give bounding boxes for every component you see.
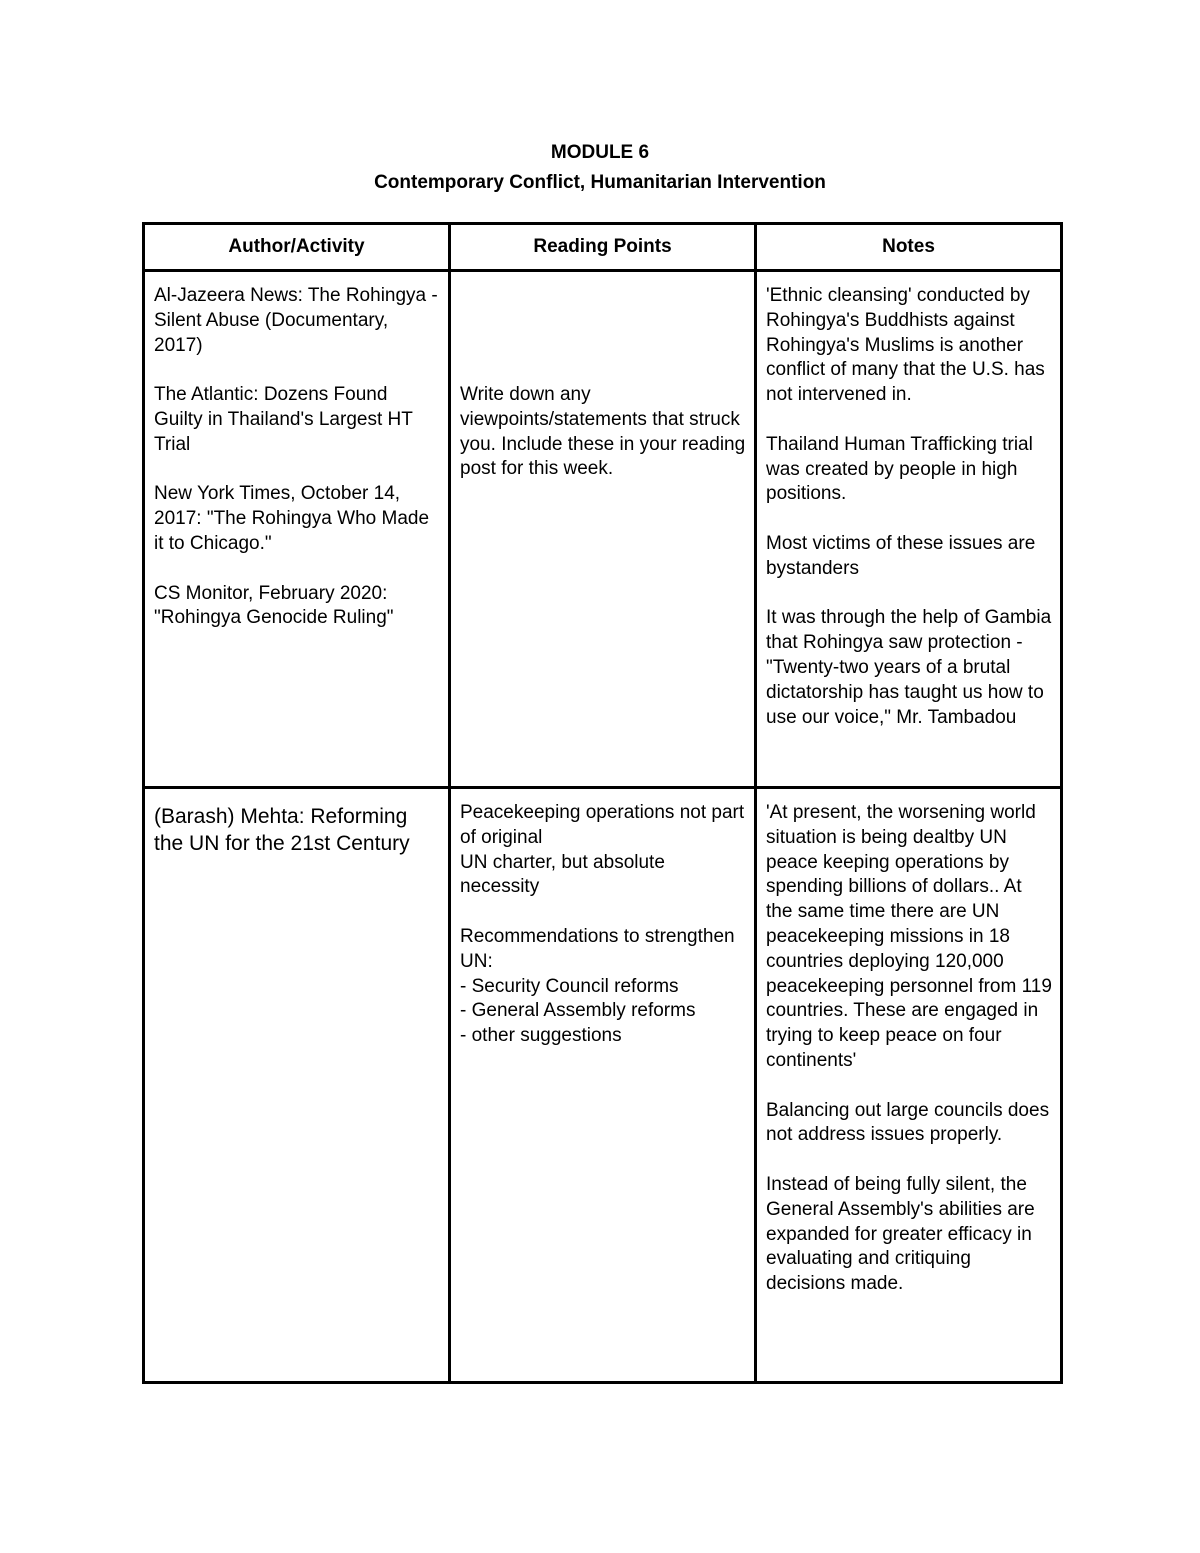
source-entry: CS Monitor, February 2020: "Rohingya Genocide Ruling": [154, 582, 394, 629]
table-row: [144, 788, 1062, 1383]
note-paragraph: Thailand Human Trafficking trial was created by people in high positions.: [766, 433, 1033, 505]
reading-points-cell: [450, 788, 756, 1383]
recommendation-item: - General Assembly reforms: [460, 1000, 696, 1022]
note-paragraph: Instead of being fully silent, the General Assembly's abilities are expanded for greater efficacy in evaluating and critiquing decisions made.: [766, 1173, 1035, 1295]
column-header-notes: Notes: [756, 224, 1062, 271]
notes-cell: [756, 271, 1062, 788]
column-header-reading-points: Reading Points: [450, 224, 756, 271]
reading-point-line: Peacekeeping operations not part of original: [460, 802, 745, 848]
source-entry: Al-Jazeera News: The Rohingya - Silent Abuse (Documentary, 2017): [154, 285, 438, 356]
recommendations-heading: Recommendations to strengthen UN:: [460, 925, 735, 972]
note-paragraph: 'Ethnic cleansing' conducted by Rohingya's Buddhists against Rohingya's Muslims is another conflict of many that the U.S. has not intervened in.: [766, 285, 1045, 406]
column-header-author: Author/Activity: [144, 224, 450, 271]
note-paragraph: Balancing out large councils does not address issues properly.: [766, 1099, 1050, 1146]
table-header-row: [144, 224, 1062, 271]
source-entry: (Barash) Mehta: Reforming the UN for the 21st Century: [154, 805, 410, 855]
source-entry: The Atlantic: Dozens Found Guilty in Thailand's Largest HT Trial: [154, 384, 413, 455]
reading-point-line: UN charter, but absolute necessity: [460, 851, 665, 898]
source-entry: New York Times, October 14, 2017: "The Rohingya Who Made it to Chicago.": [154, 483, 430, 554]
note-paragraph: 'At present, the worsening world situation is being dealtby UN peace keeping operations by spending billions of dollars.. At the same time there are UN peacekeeping missions in 18 countries deploying 120,000 peacekeeping personnel from 119 countries. These are engaged in trying to keep peace on four continents': [766, 802, 1052, 1071]
recommendation-item: - Security Council reforms: [460, 975, 679, 997]
reading-table: [142, 222, 1063, 1384]
reading-points-cell: [450, 271, 756, 788]
reading-instruction: Write down any viewpoints/statements that struck you. Include these in your reading post for this week.: [460, 384, 746, 480]
note-paragraph: Most victims of these issues are bystanders: [766, 532, 1036, 579]
note-paragraph: It was through the help of Gambia that Rohingya saw protection - "Twenty-two years of a brutal dictatorship has taught us how to use our voice," Mr. Tambadou: [766, 607, 1052, 728]
notes-cell: [756, 788, 1062, 1383]
recommendation-item: - other suggestions: [460, 1025, 622, 1047]
table-row: [144, 271, 1062, 788]
author-cell: [144, 271, 450, 788]
page-title: MODULE 6: [550, 142, 650, 163]
page-subtitle: Contemporary Conflict, Humanitarian Intervention: [374, 172, 826, 193]
author-cell: [144, 788, 450, 1383]
